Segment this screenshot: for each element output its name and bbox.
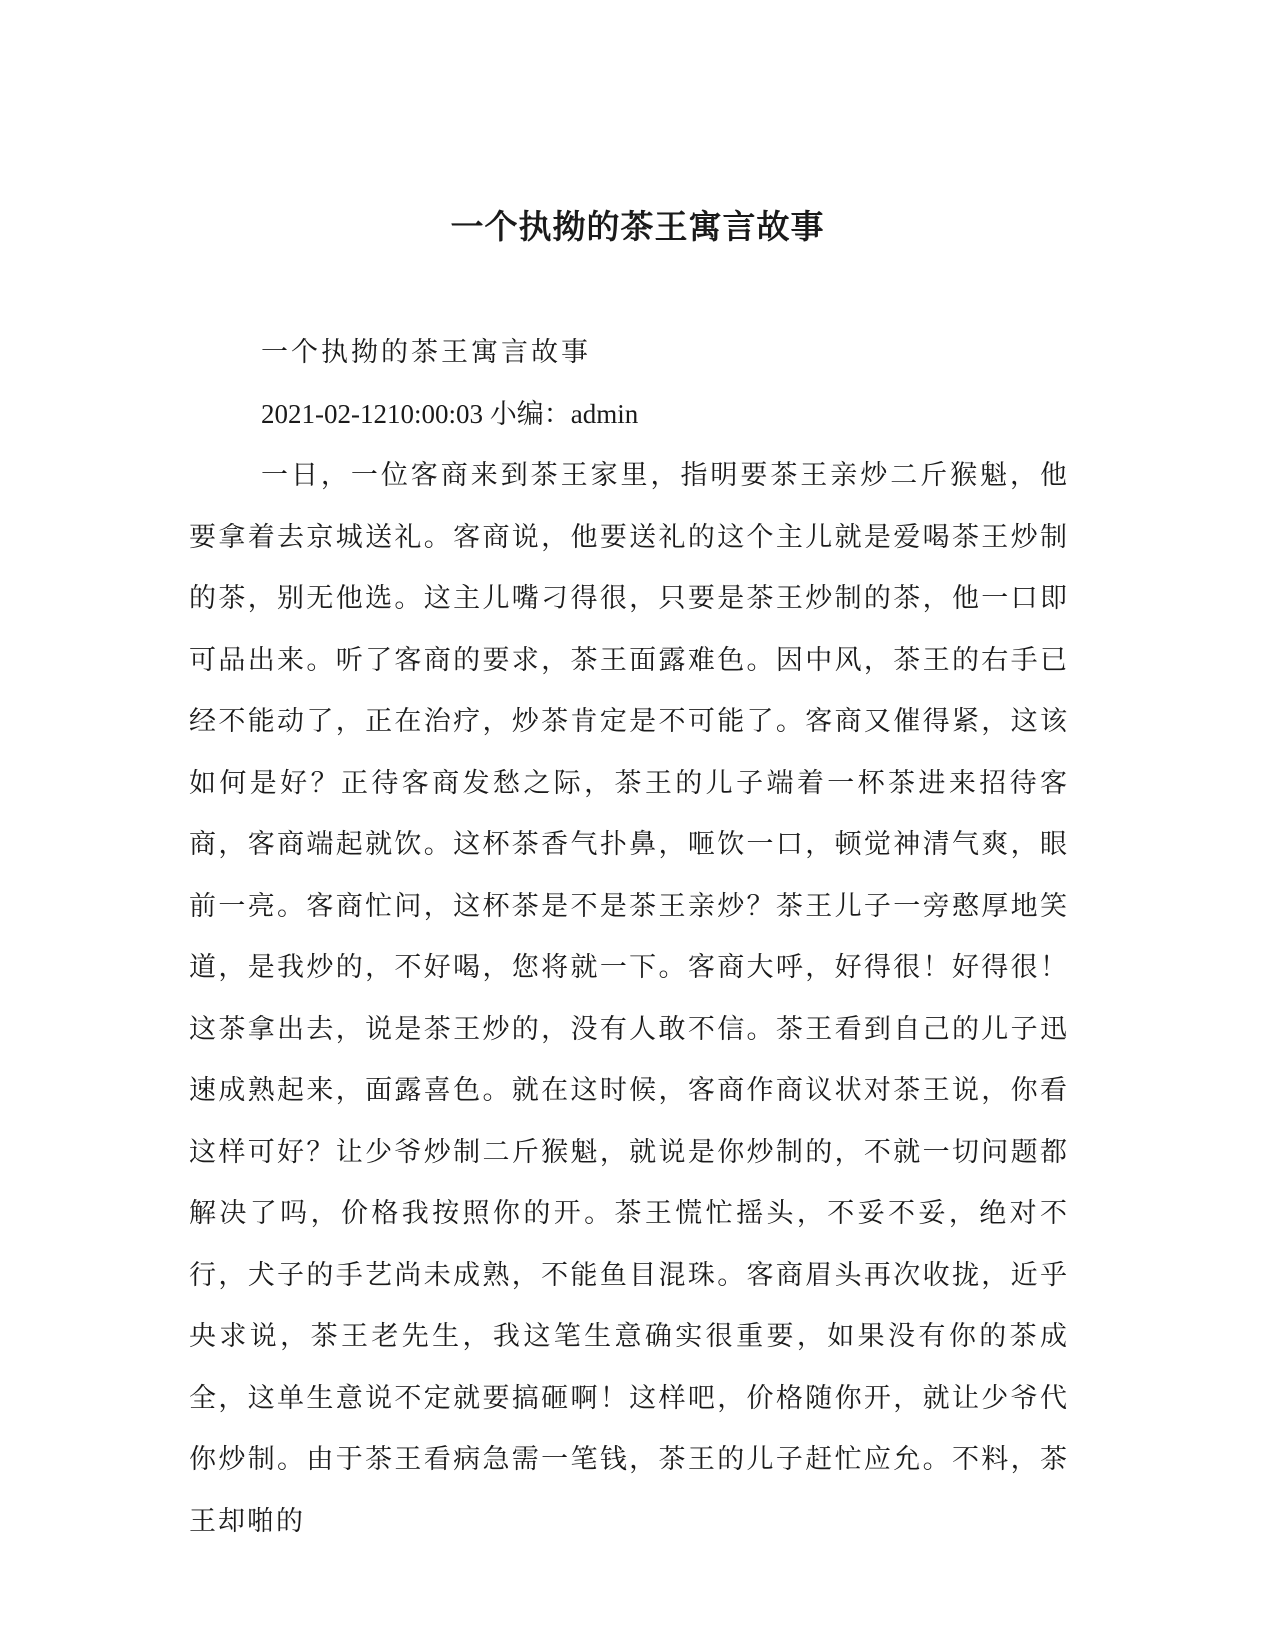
document-title: 一个执拗的茶王寓言故事 <box>450 207 825 246</box>
article-paragraph: 一日，一位客商来到茶王家里，指明要茶王亲炒二斤猴魁，他要拿着去京城送礼。客商说，他要送礼的这个主儿就是爱喝茶王炒制的茶，别无他选。这主儿嘴刁得很，只要是茶王炒制的茶，他一口即可品出来。听了客商的要求，茶王面露难色。因中风，茶王的右手已经不能动了，正在治疗，炒茶肯定是不可能了。客商又催得紧，这该如何是好？正待客商发愁之际，茶王的儿子端着一杯茶进来招待客商，客商端起就饮。这杯茶香气扑鼻，咂饮一口，顿觉神清气爽，眼前一亮。客商忙问，这杯茶是不是茶王亲炒？茶王儿子一旁憨厚地笑道，是我炒的，不好喝，您将就一下。客商大呼，好得很！好得很！这茶拿出去，说是茶王炒的，没有人敢不信。茶王看到自己的儿子迅速成熟起来，面露喜色。就在这时候，客商作商议状对茶王说，你看这样可好？让少爷炒制二斤猴魁，就说是你炒制的，不就一切问题都解决了吗，价格我按照你的开。茶王慌忙摇头，不妥不妥，绝对不行，犬子的手艺尚未成熟，不能鱼目混珠。客商眉头再次收拢，近乎央求说，茶王老先生，我这笔生意确实很重要，如果没有你的茶成全，这单生意说不定就要搞砸啊！这样吧，价格随你开，就让少爷代你炒制。由于茶王看病急需一笔钱，茶王的儿子赶忙应允。不料，茶王却啪的 <box>189 460 1069 1537</box>
article-subtitle: 一个执拗的茶王寓言故事 <box>261 337 591 368</box>
document-body <box>189 322 1069 1552</box>
article-meta: 2021-02-1210:00:03 小编：admin <box>261 398 639 429</box>
